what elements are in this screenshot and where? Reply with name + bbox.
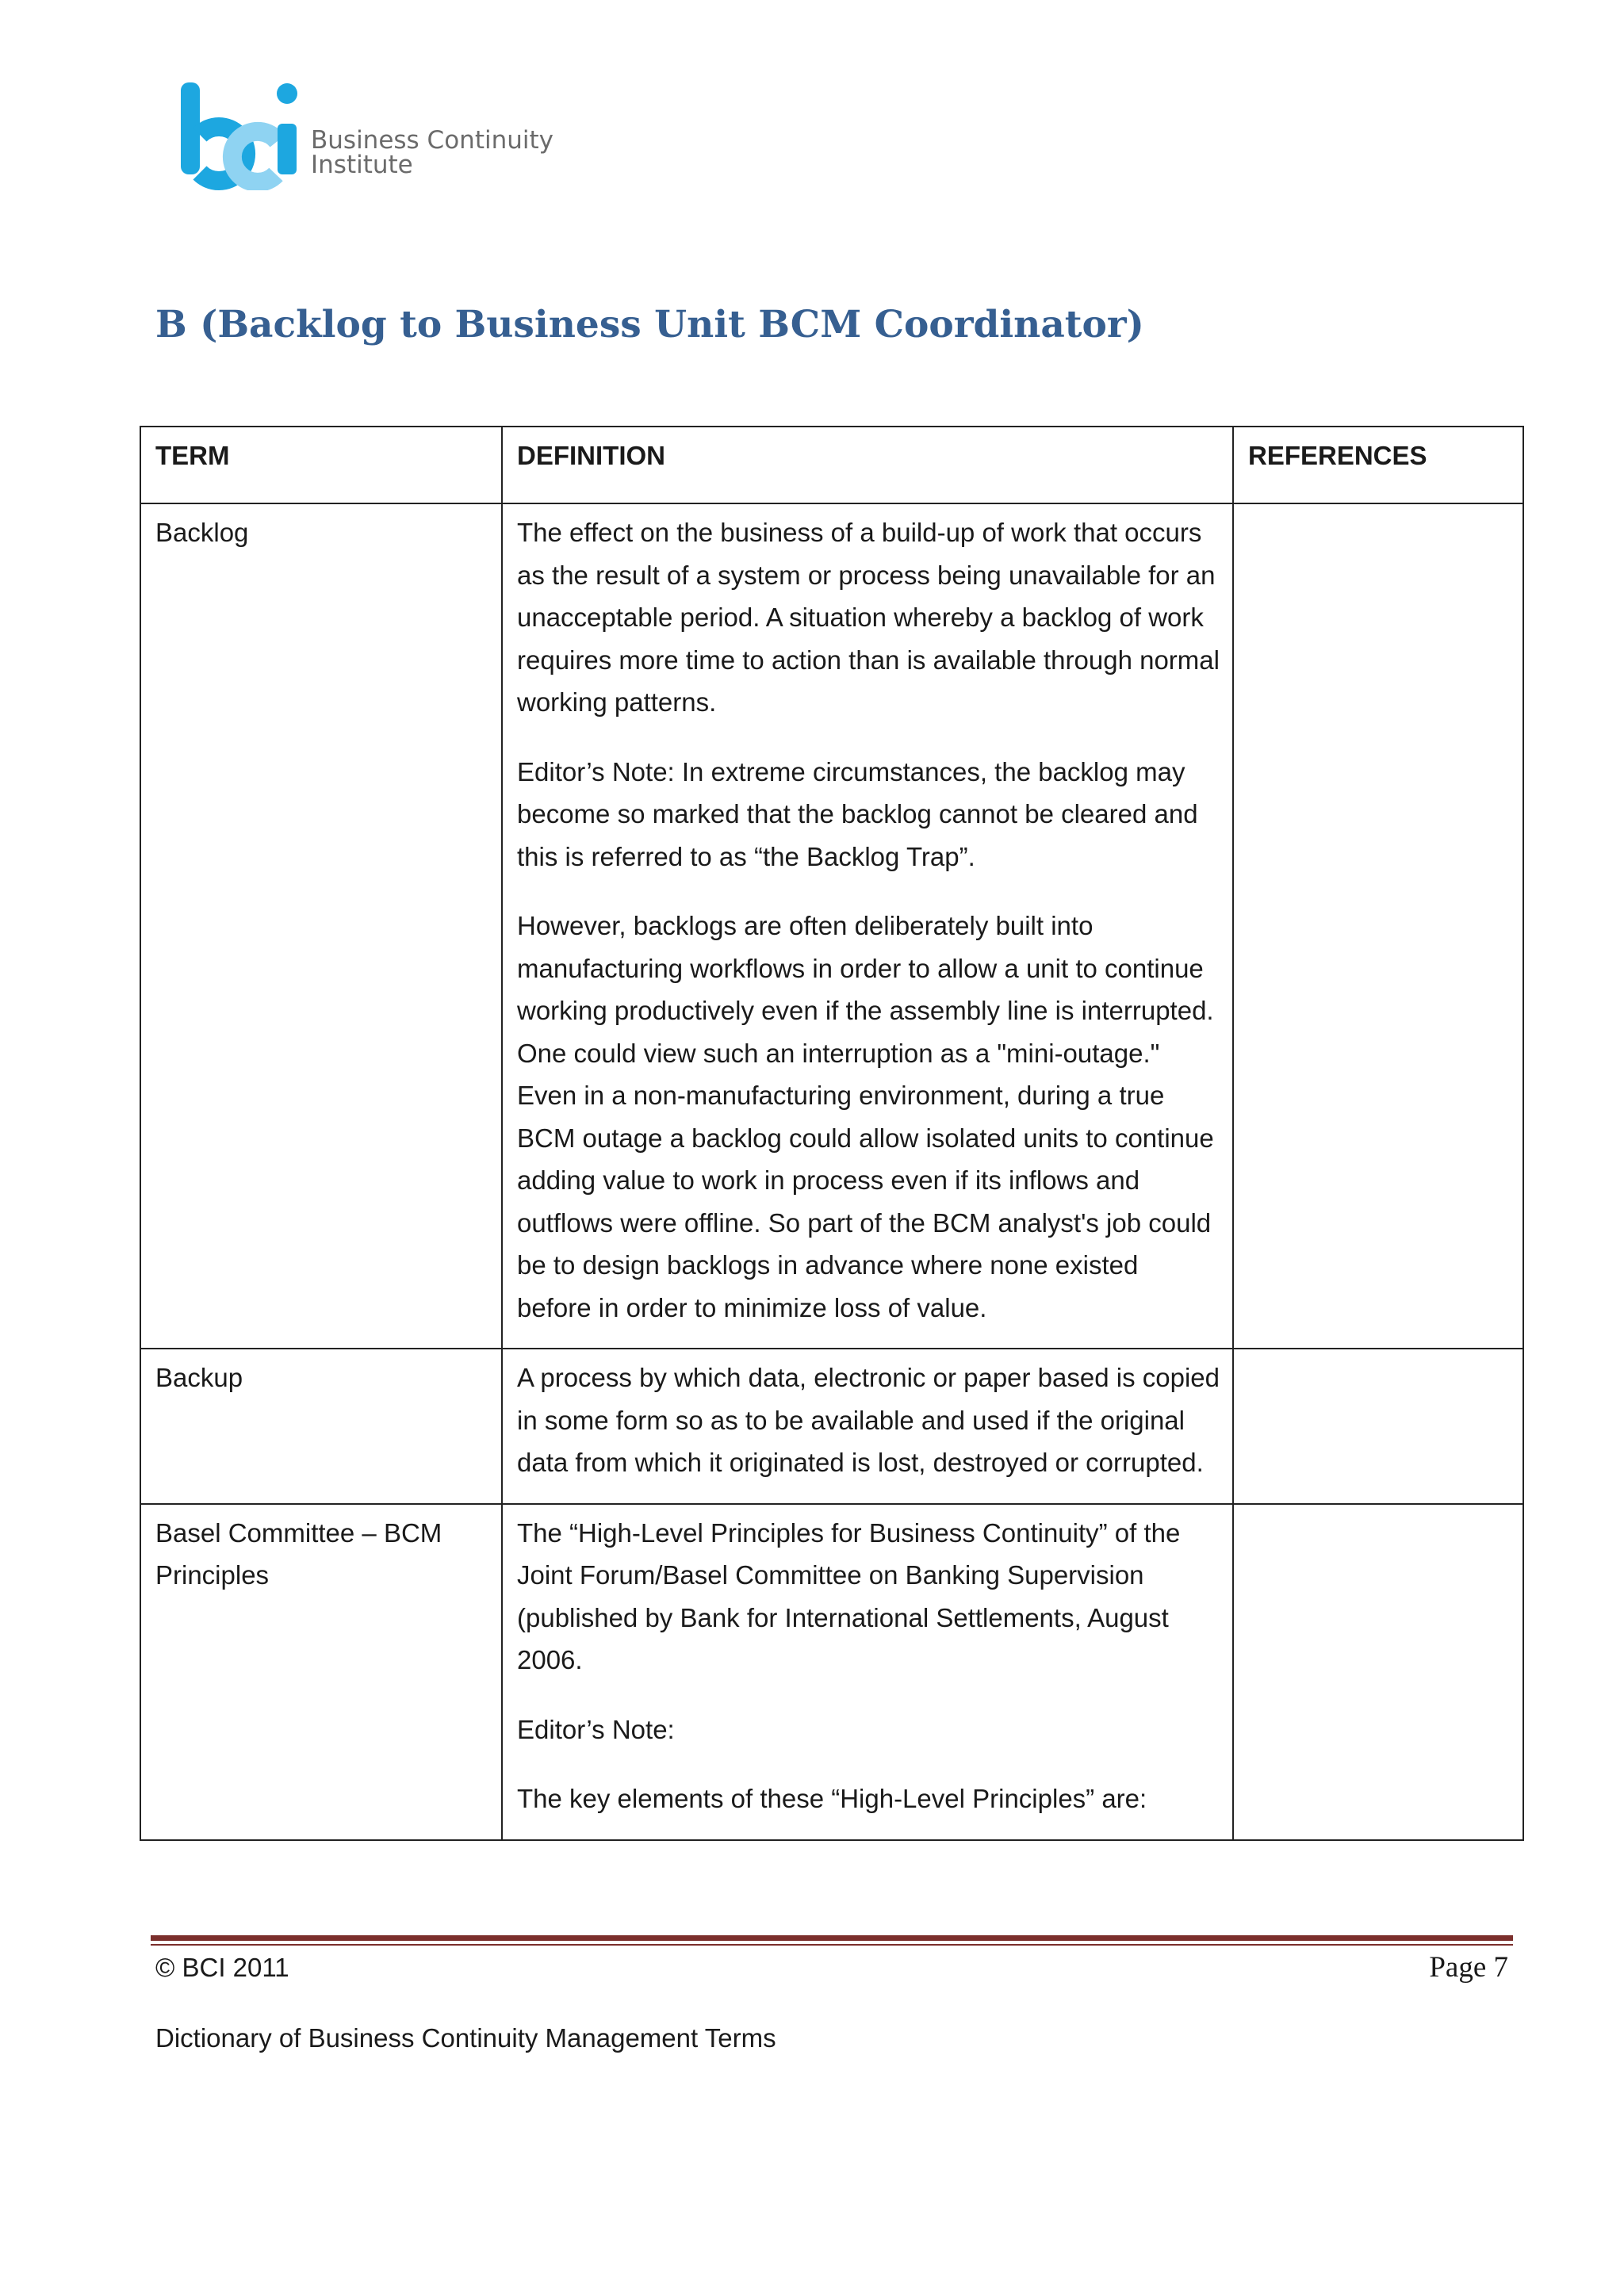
definition-paragraph: The “High-Level Principles for Business Continuity” of the Joint Forum/Basel Committee on Banking Supervision (published by Bank for International Settlements, August 2006. xyxy=(517,1517,1181,1674)
footer-document-title: Dictionary of Business Continuity Management Terms xyxy=(155,2023,776,2053)
references-cell xyxy=(1233,1504,1523,1840)
table-row xyxy=(140,503,1523,1349)
definition-paragraph: A process by which data, electronic or paper based is copied in some form so as to be available and used if the original data from which it originated is lost, destroyed or corrupted. xyxy=(517,1363,1220,1477)
references-cell xyxy=(1233,503,1523,1349)
logo-wordmark xyxy=(311,128,553,178)
footer-copyright: © BCI 2011 xyxy=(155,1953,289,1982)
table-row xyxy=(140,1504,1523,1840)
footer-divider-thin xyxy=(151,1944,1513,1946)
page-number: Page 7 xyxy=(1429,1951,1508,1984)
term-cell: Backlog xyxy=(140,503,502,1349)
section-heading: B (Backlog to Business Unit BCM Coordinator) xyxy=(155,303,1144,346)
glossary-table xyxy=(140,426,1524,1841)
definition-paragraph: The effect on the business of a build-up of work that occurs as the result of a system or process being unavailable for an unacceptable period. A situation whereby a backlog of work requires more time to action than is available through normal working patterns. xyxy=(517,518,1220,717)
definition-paragraph: Editor’s Note: xyxy=(517,1714,675,1744)
footer-divider xyxy=(151,1935,1513,1941)
definition-cell xyxy=(502,503,1233,1349)
definition-paragraph: However, backlogs are often deliberately built into manufacturing workflows in order to allow a unit to continue working productively even if the assembly line is interrupted. One could view such an interruption as a "mini-outage." Even in a non-manufacturing environment, during a true BCM outage a backlog could allow isolated units to continue adding value to work in process even if its inflows and outflows were offline. So part of the BCM analyst's job could be to design backlogs in advance where none existed before in order to minimize loss of value. xyxy=(517,911,1214,1322)
header-term: TERM xyxy=(140,427,502,503)
definition-paragraph: The key elements of these “High-Level Principles” are: xyxy=(517,1784,1147,1813)
definition-cell xyxy=(502,1349,1233,1504)
header-references: REFERENCES xyxy=(1233,427,1523,503)
references-cell xyxy=(1233,1349,1523,1504)
term-cell: Backup xyxy=(140,1349,502,1504)
definition-paragraph: Editor’s Note: In extreme circumstances, the backlog may become so marked that the backlog cannot be cleared and this is referred to as “the Backlog Trap”. xyxy=(517,756,1198,871)
term-cell: Basel Committee – BCM Principles xyxy=(140,1504,502,1840)
table-header-row xyxy=(140,427,1523,503)
table-row xyxy=(140,1349,1523,1504)
bci-logo-mark xyxy=(176,79,303,190)
bci-logo xyxy=(176,79,557,190)
logo-line-1: Business Continuity xyxy=(311,126,553,155)
logo-line-2: Institute xyxy=(311,151,413,179)
definition-cell xyxy=(502,1504,1233,1840)
header-definition: DEFINITION xyxy=(502,427,1233,503)
